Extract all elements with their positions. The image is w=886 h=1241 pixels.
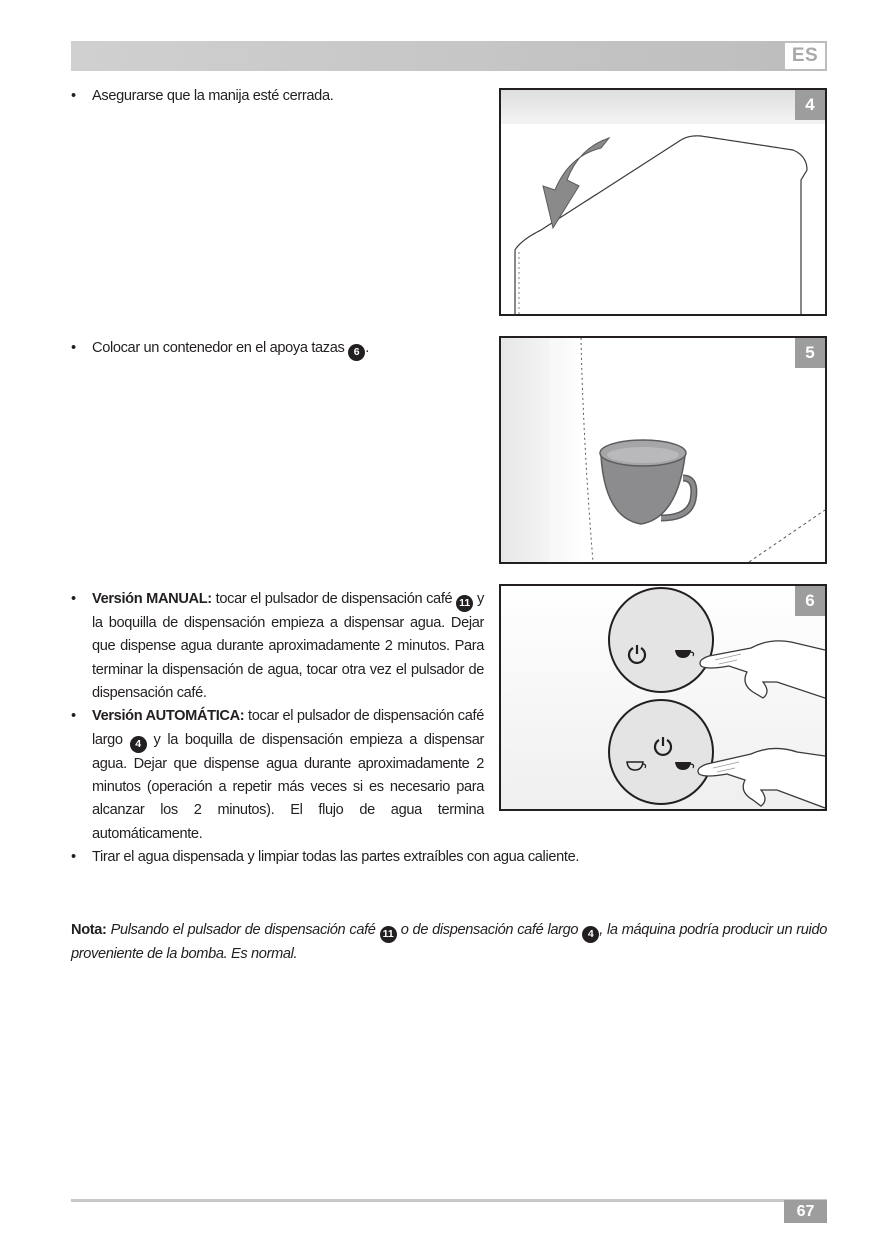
bullet: • bbox=[71, 340, 76, 356]
automatic-label: Versión AUTOMÁTICA: bbox=[92, 708, 245, 725]
manual-label: Versión MANUAL: bbox=[92, 591, 212, 607]
figure-number: 5 bbox=[795, 338, 825, 368]
language-badge: ES bbox=[785, 43, 825, 69]
note-paragraph bbox=[71, 919, 827, 966]
step-discard-water bbox=[71, 846, 827, 869]
bullet: • bbox=[71, 88, 76, 104]
automatic-version-item bbox=[71, 705, 484, 846]
bullet: • bbox=[71, 849, 76, 865]
version-instructions bbox=[71, 588, 484, 846]
step-end: . bbox=[365, 340, 369, 356]
bullet: • bbox=[71, 708, 76, 725]
manual-text-1: tocar el pulsador de dispensación café bbox=[211, 591, 457, 607]
ref-circle-11: 11 bbox=[456, 595, 473, 612]
figure-4 bbox=[499, 88, 827, 316]
step-place-container bbox=[71, 337, 471, 361]
ref-circle-11: 11 bbox=[380, 926, 397, 943]
step-text: Tirar el agua dispensada y limpiar todas las partes extraíbles con agua caliente. bbox=[92, 849, 580, 865]
header-bar bbox=[71, 41, 827, 71]
step-text: Asegurarse que la manija esté cerrada. bbox=[92, 88, 334, 104]
note-text-1: Pulsando el pulsador de dispensación café bbox=[106, 922, 380, 938]
manual-version-item bbox=[71, 588, 484, 705]
manual-text-2: y la boquilla de dispensación empieza a dispensar agua. Dejar que dispense agua durante aproximadamente 2 minutos. Para terminar la dispensación de agua, tocar otra vez el pulsador de dispensación café. bbox=[92, 591, 484, 702]
step-close-lever bbox=[71, 85, 471, 108]
note-label: Nota: bbox=[71, 922, 107, 938]
ref-circle-6: 6 bbox=[348, 344, 365, 361]
page-number: 67 bbox=[784, 1200, 827, 1223]
figure-6 bbox=[499, 584, 827, 811]
ref-circle-4: 4 bbox=[130, 736, 147, 753]
automatic-text-1: tocar el pulsador de dispensación café largo bbox=[92, 708, 484, 748]
automatic-text-2: y la boquilla de dispensación empieza a dispensar agua. Dejar que dispense agua durante aproximadamente 2 minutos (operación a repetir más veces si es necesario para alcanzar los 2 minutos). El flujo de agua termina automáticamente. bbox=[92, 731, 485, 842]
bullet: • bbox=[71, 591, 76, 607]
button-press-hand-icon bbox=[501, 586, 825, 809]
ref-circle-4: 4 bbox=[582, 926, 599, 943]
lever-close-arrow-icon bbox=[501, 90, 825, 314]
figure-5 bbox=[499, 336, 827, 564]
step-text: Colocar un contenedor en el apoya tazas bbox=[92, 340, 345, 356]
footer-line bbox=[71, 1199, 827, 1202]
note-text-3: , la máquina podría producir un ruido proveniente de la bomba. Es normal. bbox=[71, 922, 827, 963]
figure-number: 4 bbox=[795, 90, 825, 120]
figure-number: 6 bbox=[795, 586, 825, 616]
note-text-2: o de dispensación café largo bbox=[396, 922, 583, 938]
cup-icon bbox=[501, 338, 825, 562]
